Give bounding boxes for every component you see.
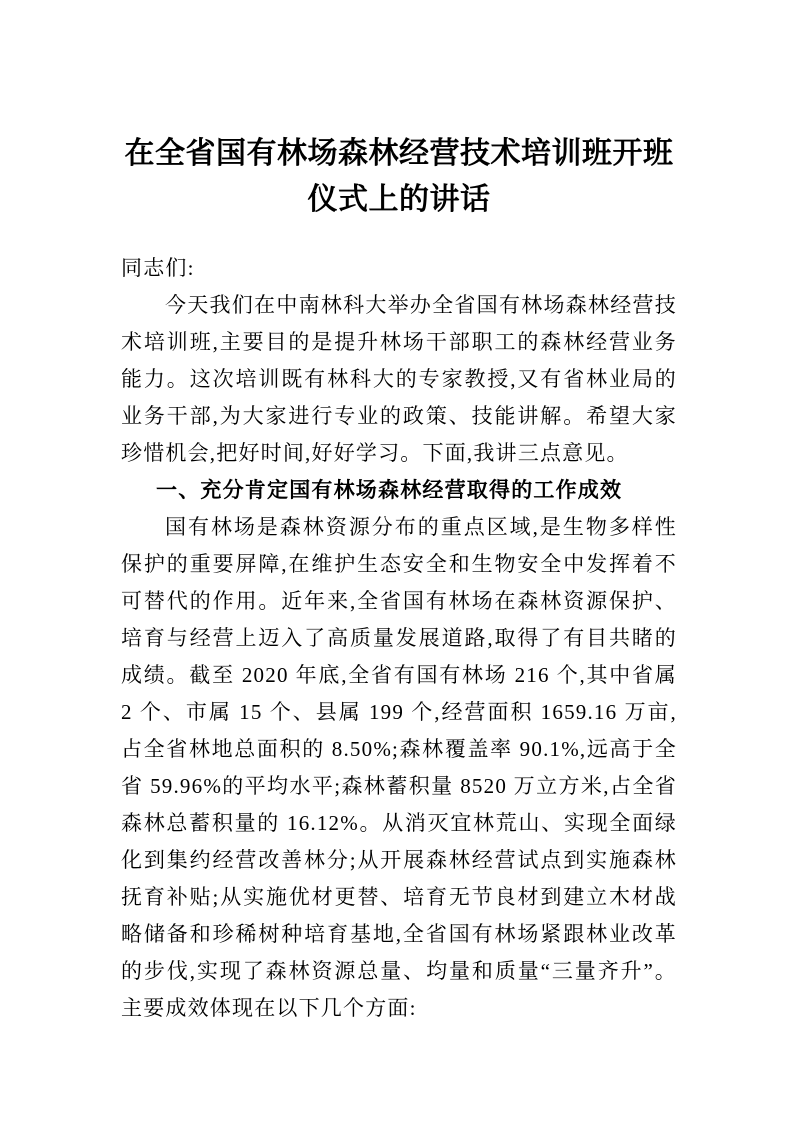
intro-paragraph: 今天我们在中南林科大举办全省国有林场森林经营技术培训班,主要目的是提升林场干部职工的森林经营业务能力。这次培训既有林科大的专家教授,又有省林业局的业务干部,为大家进行专业的政策、技能讲解。希望大家珍惜机会,把好时间,好好学习。下面,我讲三点意见。 xyxy=(121,293,677,465)
title-line-2: 仪式上的讲话 xyxy=(307,183,491,216)
document-title xyxy=(121,131,677,223)
title-line-1: 在全省国有林场森林经营技术培训班开班 xyxy=(124,137,674,170)
document-content xyxy=(121,0,677,1027)
section-1-paragraph: 国有林场是森林资源分布的重点区域,是生物多样性保护的重要屏障,在维护生态安全和生物安全中发挥着不可替代的作用。近年来,全省国有林场在森林资源保护、培育与经营上迈入了高质量发展道路,取得了有目共睹的成绩。截至 2020 年底,全省有国有林场 216 个,其中省属 2 个、市属 15 个、县属 199 个,经营面积 1659.16 万亩,占全省林地总面积的 8.50%;森林覆盖率 90.1%,远高于全省 59.96%的平均水平;森林蓄积量 8520 万立方米,占全省森林总蓄积量的 16.12%。从消灭宜林荒山、实现全面绿化到集约经营改善林分;从开展森林经营试点到实施森林抚育补贴;从实施优材更替、培育无节良材到建立木材战略储备和珍稀树种培育基地,全省国有林场紧跟林业改革的步伐,实现了森林资源总量、均量和质量“三量齐升”。主要成效体现在以下几个方面: xyxy=(121,515,677,1020)
salutation: 同志们: xyxy=(121,256,195,280)
section-1-heading: 一、充分肯定国有林场森林经营取得的工作成效 xyxy=(156,479,623,502)
